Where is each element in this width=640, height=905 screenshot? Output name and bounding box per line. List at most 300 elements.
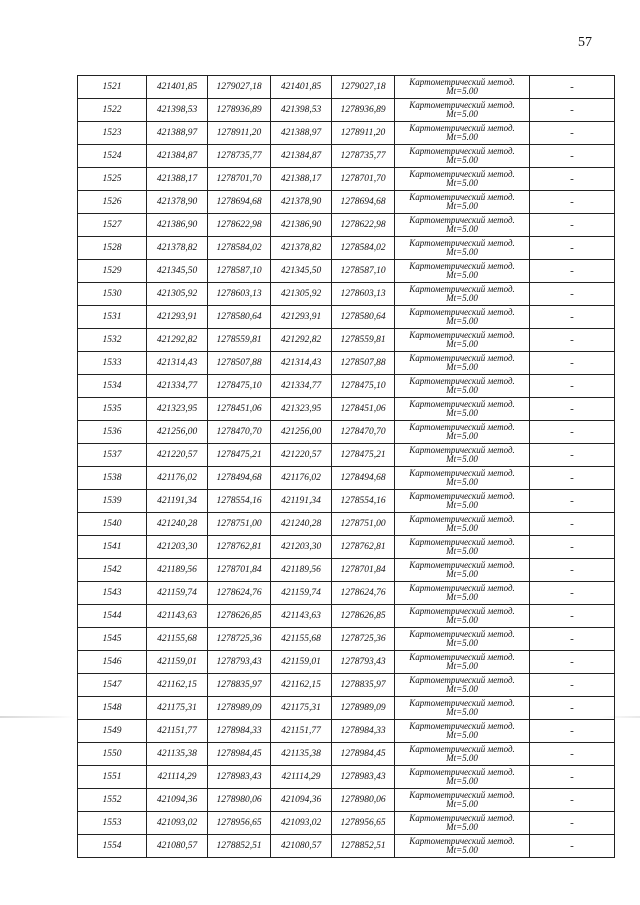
note-cell: -	[530, 145, 615, 168]
y-existing-cell: 1278580,64	[208, 306, 271, 329]
y-new-cell: 1278626,85	[332, 605, 395, 628]
point-number-cell: 1551	[78, 766, 147, 789]
y-new-cell: 1278725,36	[332, 628, 395, 651]
y-existing-cell: 1278793,43	[208, 651, 271, 674]
method-accuracy: Mt=5.00	[446, 178, 478, 188]
x-new-cell: 421256,00	[271, 421, 332, 444]
method-accuracy: Mt=5.00	[446, 155, 478, 165]
y-new-cell: 1278494,68	[332, 467, 395, 490]
y-new-cell: 1278622,98	[332, 214, 395, 237]
method-accuracy: Mt=5.00	[446, 592, 478, 602]
method-name: Картометрический метод.	[409, 675, 515, 685]
y-new-cell: 1278507,88	[332, 352, 395, 375]
method-accuracy: Mt=5.00	[446, 822, 478, 832]
point-number-cell: 1548	[78, 697, 147, 720]
point-number-cell: 1549	[78, 720, 147, 743]
y-existing-cell: 1278554,16	[208, 490, 271, 513]
method-cell	[395, 559, 530, 582]
method-cell	[395, 835, 530, 858]
y-new-cell: 1278559,81	[332, 329, 395, 352]
note-cell: -	[530, 352, 615, 375]
method-cell	[395, 283, 530, 306]
y-existing-cell: 1278762,81	[208, 536, 271, 559]
x-new-cell: 421398,53	[271, 99, 332, 122]
y-existing-cell: 1278701,84	[208, 559, 271, 582]
method-cell	[395, 743, 530, 766]
method-accuracy: Mt=5.00	[446, 845, 478, 855]
table-row	[78, 766, 615, 789]
y-existing-cell: 1278852,51	[208, 835, 271, 858]
x-existing-cell: 421256,00	[147, 421, 208, 444]
point-number-cell: 1539	[78, 490, 147, 513]
method-accuracy: Mt=5.00	[446, 500, 478, 510]
y-existing-cell: 1278725,36	[208, 628, 271, 651]
table-row	[78, 283, 615, 306]
point-number-cell: 1547	[78, 674, 147, 697]
note-cell: -	[530, 76, 615, 99]
point-number-cell: 1550	[78, 743, 147, 766]
y-existing-cell: 1278587,10	[208, 260, 271, 283]
method-accuracy: Mt=5.00	[446, 661, 478, 671]
y-new-cell: 1278694,68	[332, 191, 395, 214]
note-cell: -	[530, 789, 615, 812]
note-cell: -	[530, 214, 615, 237]
x-new-cell: 421240,28	[271, 513, 332, 536]
method-accuracy: Mt=5.00	[446, 362, 478, 372]
x-existing-cell: 421176,02	[147, 467, 208, 490]
method-accuracy: Mt=5.00	[446, 247, 478, 257]
x-existing-cell: 421305,92	[147, 283, 208, 306]
y-new-cell: 1278451,06	[332, 398, 395, 421]
y-new-cell: 1278762,81	[332, 536, 395, 559]
table-row	[78, 398, 615, 421]
x-new-cell: 421094,36	[271, 789, 332, 812]
note-cell: -	[530, 628, 615, 651]
method-cell	[395, 651, 530, 674]
note-cell: -	[530, 191, 615, 214]
x-existing-cell: 421191,34	[147, 490, 208, 513]
y-new-cell: 1278989,09	[332, 697, 395, 720]
y-new-cell: 1278701,70	[332, 168, 395, 191]
x-new-cell: 421080,57	[271, 835, 332, 858]
table-row	[78, 191, 615, 214]
x-new-cell: 421143,63	[271, 605, 332, 628]
table-row	[78, 444, 615, 467]
x-existing-cell: 421398,53	[147, 99, 208, 122]
y-existing-cell: 1278584,02	[208, 237, 271, 260]
method-cell	[395, 513, 530, 536]
note-cell: -	[530, 536, 615, 559]
y-existing-cell: 1278624,76	[208, 582, 271, 605]
y-new-cell: 1279027,18	[332, 76, 395, 99]
x-existing-cell: 421378,82	[147, 237, 208, 260]
note-cell: -	[530, 122, 615, 145]
point-number-cell: 1546	[78, 651, 147, 674]
method-accuracy: Mt=5.00	[446, 132, 478, 142]
y-existing-cell: 1278984,33	[208, 720, 271, 743]
method-name: Картометрический метод.	[409, 652, 515, 662]
x-existing-cell: 421175,31	[147, 697, 208, 720]
method-cell	[395, 720, 530, 743]
y-new-cell: 1278584,02	[332, 237, 395, 260]
method-cell	[395, 191, 530, 214]
x-new-cell: 421378,90	[271, 191, 332, 214]
table-row	[78, 421, 615, 444]
point-number-cell: 1534	[78, 375, 147, 398]
point-number-cell: 1529	[78, 260, 147, 283]
method-cell	[395, 76, 530, 99]
method-accuracy: Mt=5.00	[446, 546, 478, 556]
y-new-cell: 1278936,89	[332, 99, 395, 122]
y-new-cell: 1278983,43	[332, 766, 395, 789]
x-existing-cell: 421203,30	[147, 536, 208, 559]
x-existing-cell: 421323,95	[147, 398, 208, 421]
x-existing-cell: 421292,82	[147, 329, 208, 352]
y-existing-cell: 1278559,81	[208, 329, 271, 352]
page-number: 57	[578, 35, 592, 50]
method-accuracy: Mt=5.00	[446, 316, 478, 326]
method-accuracy: Mt=5.00	[446, 730, 478, 740]
y-existing-cell: 1278470,70	[208, 421, 271, 444]
y-existing-cell: 1278984,45	[208, 743, 271, 766]
y-new-cell: 1278984,45	[332, 743, 395, 766]
point-number-cell: 1543	[78, 582, 147, 605]
x-existing-cell: 421384,87	[147, 145, 208, 168]
note-cell: -	[530, 743, 615, 766]
note-cell: -	[530, 674, 615, 697]
y-existing-cell: 1278603,13	[208, 283, 271, 306]
x-new-cell: 421093,02	[271, 812, 332, 835]
point-number-cell: 1553	[78, 812, 147, 835]
method-accuracy: Mt=5.00	[446, 799, 478, 809]
method-cell	[395, 444, 530, 467]
method-name: Картометрический метод.	[409, 468, 515, 478]
note-cell: -	[530, 812, 615, 835]
x-existing-cell: 421386,90	[147, 214, 208, 237]
y-new-cell: 1278835,97	[332, 674, 395, 697]
point-number-cell: 1526	[78, 191, 147, 214]
y-existing-cell: 1278735,77	[208, 145, 271, 168]
point-number-cell: 1531	[78, 306, 147, 329]
point-number-cell: 1530	[78, 283, 147, 306]
method-name: Картометрический метод.	[409, 123, 515, 133]
note-cell: -	[530, 99, 615, 122]
x-existing-cell: 421114,29	[147, 766, 208, 789]
y-existing-cell: 1278451,06	[208, 398, 271, 421]
method-name: Картометрический метод.	[409, 721, 515, 731]
method-cell	[395, 352, 530, 375]
y-new-cell: 1278587,10	[332, 260, 395, 283]
method-cell	[395, 122, 530, 145]
x-existing-cell: 421378,90	[147, 191, 208, 214]
y-existing-cell: 1278475,10	[208, 375, 271, 398]
x-new-cell: 421323,95	[271, 398, 332, 421]
method-cell	[395, 237, 530, 260]
y-new-cell: 1278735,77	[332, 145, 395, 168]
x-existing-cell: 421159,01	[147, 651, 208, 674]
y-existing-cell: 1278494,68	[208, 467, 271, 490]
x-existing-cell: 421189,56	[147, 559, 208, 582]
table-row	[78, 99, 615, 122]
method-name: Картометрический метод.	[409, 261, 515, 271]
table-row	[78, 720, 615, 743]
method-accuracy: Mt=5.00	[446, 408, 478, 418]
x-existing-cell: 421155,68	[147, 628, 208, 651]
point-number-cell: 1535	[78, 398, 147, 421]
y-new-cell: 1278701,84	[332, 559, 395, 582]
point-number-cell: 1541	[78, 536, 147, 559]
method-name: Картометрический метод.	[409, 583, 515, 593]
method-accuracy: Mt=5.00	[446, 270, 478, 280]
x-existing-cell: 421094,36	[147, 789, 208, 812]
note-cell: -	[530, 720, 615, 743]
method-name: Картометрический метод.	[409, 422, 515, 432]
x-existing-cell: 421220,57	[147, 444, 208, 467]
method-cell	[395, 398, 530, 421]
method-accuracy: Mt=5.00	[446, 454, 478, 464]
x-new-cell: 421388,97	[271, 122, 332, 145]
x-new-cell: 421384,87	[271, 145, 332, 168]
method-accuracy: Mt=5.00	[446, 339, 478, 349]
x-existing-cell: 421388,17	[147, 168, 208, 191]
method-accuracy: Mt=5.00	[446, 615, 478, 625]
method-name: Картометрический метод.	[409, 238, 515, 248]
table-row	[78, 674, 615, 697]
method-name: Картометрический метод.	[409, 537, 515, 547]
x-new-cell: 421135,38	[271, 743, 332, 766]
note-cell: -	[530, 605, 615, 628]
method-cell	[395, 214, 530, 237]
point-number-cell: 1538	[78, 467, 147, 490]
note-cell: -	[530, 513, 615, 536]
y-existing-cell: 1278751,00	[208, 513, 271, 536]
y-existing-cell: 1278911,20	[208, 122, 271, 145]
x-new-cell: 421378,82	[271, 237, 332, 260]
y-existing-cell: 1278989,09	[208, 697, 271, 720]
method-cell	[395, 145, 530, 168]
coordinates-table	[77, 75, 615, 858]
x-existing-cell: 421162,15	[147, 674, 208, 697]
table-row	[78, 375, 615, 398]
x-existing-cell: 421240,28	[147, 513, 208, 536]
method-accuracy: Mt=5.00	[446, 431, 478, 441]
point-number-cell: 1533	[78, 352, 147, 375]
point-number-cell: 1537	[78, 444, 147, 467]
method-name: Картометрический метод.	[409, 767, 515, 777]
method-name: Картометрический метод.	[409, 514, 515, 524]
method-name: Картометрический метод.	[409, 77, 515, 87]
method-accuracy: Mt=5.00	[446, 224, 478, 234]
y-new-cell: 1278911,20	[332, 122, 395, 145]
y-existing-cell: 1278694,68	[208, 191, 271, 214]
x-new-cell: 421220,57	[271, 444, 332, 467]
point-number-cell: 1554	[78, 835, 147, 858]
table-row	[78, 789, 615, 812]
y-new-cell: 1278751,00	[332, 513, 395, 536]
point-number-cell: 1536	[78, 421, 147, 444]
x-new-cell: 421159,01	[271, 651, 332, 674]
y-existing-cell: 1278475,21	[208, 444, 271, 467]
y-new-cell: 1278624,76	[332, 582, 395, 605]
table-row	[78, 214, 615, 237]
table-row	[78, 835, 615, 858]
method-cell	[395, 306, 530, 329]
coordinates-table-body	[78, 76, 615, 858]
y-new-cell: 1278475,10	[332, 375, 395, 398]
method-cell	[395, 375, 530, 398]
y-existing-cell: 1278701,70	[208, 168, 271, 191]
method-accuracy: Mt=5.00	[446, 523, 478, 533]
note-cell: -	[530, 237, 615, 260]
scan-artifact	[0, 716, 75, 718]
point-number-cell: 1527	[78, 214, 147, 237]
method-cell	[395, 628, 530, 651]
method-name: Картометрический метод.	[409, 491, 515, 501]
y-new-cell: 1278554,16	[332, 490, 395, 513]
x-existing-cell: 421334,77	[147, 375, 208, 398]
point-number-cell: 1540	[78, 513, 147, 536]
point-number-cell: 1542	[78, 559, 147, 582]
note-cell: -	[530, 283, 615, 306]
point-number-cell: 1528	[78, 237, 147, 260]
method-accuracy: Mt=5.00	[446, 776, 478, 786]
x-new-cell: 421388,17	[271, 168, 332, 191]
method-name: Картометрический метод.	[409, 629, 515, 639]
table-row	[78, 559, 615, 582]
table-row	[78, 168, 615, 191]
table-row	[78, 237, 615, 260]
y-existing-cell: 1278983,43	[208, 766, 271, 789]
method-cell	[395, 260, 530, 283]
table-row	[78, 697, 615, 720]
method-name: Картометрический метод.	[409, 307, 515, 317]
table-row	[78, 812, 615, 835]
table-row	[78, 306, 615, 329]
x-new-cell: 421159,74	[271, 582, 332, 605]
method-name: Картометрический метод.	[409, 192, 515, 202]
method-cell	[395, 582, 530, 605]
y-new-cell: 1278980,06	[332, 789, 395, 812]
table-row	[78, 628, 615, 651]
y-new-cell: 1278470,70	[332, 421, 395, 444]
note-cell: -	[530, 260, 615, 283]
note-cell: -	[530, 490, 615, 513]
method-name: Картометрический метод.	[409, 744, 515, 754]
method-name: Картометрический метод.	[409, 813, 515, 823]
y-existing-cell: 1279027,18	[208, 76, 271, 99]
point-number-cell: 1521	[78, 76, 147, 99]
y-new-cell: 1278793,43	[332, 651, 395, 674]
table-row	[78, 76, 615, 99]
note-cell: -	[530, 582, 615, 605]
point-number-cell: 1545	[78, 628, 147, 651]
table-row	[78, 536, 615, 559]
x-existing-cell: 421135,38	[147, 743, 208, 766]
x-new-cell: 421175,31	[271, 697, 332, 720]
method-cell	[395, 697, 530, 720]
x-existing-cell: 421314,43	[147, 352, 208, 375]
x-new-cell: 421155,68	[271, 628, 332, 651]
y-new-cell: 1278852,51	[332, 835, 395, 858]
y-existing-cell: 1278835,97	[208, 674, 271, 697]
note-cell: -	[530, 329, 615, 352]
y-new-cell: 1278475,21	[332, 444, 395, 467]
x-new-cell: 421334,77	[271, 375, 332, 398]
method-cell	[395, 467, 530, 490]
x-new-cell: 421189,56	[271, 559, 332, 582]
method-cell	[395, 789, 530, 812]
note-cell: -	[530, 306, 615, 329]
table-row	[78, 467, 615, 490]
note-cell: -	[530, 651, 615, 674]
note-cell: -	[530, 375, 615, 398]
y-existing-cell: 1278507,88	[208, 352, 271, 375]
table-row	[78, 122, 615, 145]
method-accuracy: Mt=5.00	[446, 638, 478, 648]
note-cell: -	[530, 444, 615, 467]
method-accuracy: Mt=5.00	[446, 569, 478, 579]
x-new-cell: 421191,34	[271, 490, 332, 513]
x-existing-cell: 421151,77	[147, 720, 208, 743]
table-row	[78, 582, 615, 605]
point-number-cell: 1525	[78, 168, 147, 191]
method-cell	[395, 329, 530, 352]
y-existing-cell: 1278626,85	[208, 605, 271, 628]
point-number-cell: 1532	[78, 329, 147, 352]
y-new-cell: 1278580,64	[332, 306, 395, 329]
x-existing-cell: 421388,97	[147, 122, 208, 145]
note-cell: -	[530, 766, 615, 789]
x-existing-cell: 421401,85	[147, 76, 208, 99]
note-cell: -	[530, 835, 615, 858]
x-new-cell: 421293,91	[271, 306, 332, 329]
method-name: Картометрический метод.	[409, 169, 515, 179]
point-number-cell: 1524	[78, 145, 147, 168]
method-name: Картометрический метод.	[409, 146, 515, 156]
method-name: Картометрический метод.	[409, 284, 515, 294]
table-row	[78, 490, 615, 513]
table-row	[78, 651, 615, 674]
method-cell	[395, 490, 530, 513]
x-existing-cell: 421143,63	[147, 605, 208, 628]
method-name: Картометрический метод.	[409, 330, 515, 340]
table-row	[78, 513, 615, 536]
table-row	[78, 329, 615, 352]
method-accuracy: Mt=5.00	[446, 477, 478, 487]
x-existing-cell: 421080,57	[147, 835, 208, 858]
x-new-cell: 421176,02	[271, 467, 332, 490]
point-number-cell: 1523	[78, 122, 147, 145]
x-new-cell: 421386,90	[271, 214, 332, 237]
x-new-cell: 421114,29	[271, 766, 332, 789]
method-name: Картометрический метод.	[409, 353, 515, 363]
y-new-cell: 1278603,13	[332, 283, 395, 306]
table-row	[78, 352, 615, 375]
method-accuracy: Mt=5.00	[446, 385, 478, 395]
method-cell	[395, 536, 530, 559]
method-cell	[395, 99, 530, 122]
method-accuracy: Mt=5.00	[446, 707, 478, 717]
table-row	[78, 260, 615, 283]
table-row	[78, 145, 615, 168]
point-number-cell: 1552	[78, 789, 147, 812]
method-name: Картометрический метод.	[409, 836, 515, 846]
x-new-cell: 421401,85	[271, 76, 332, 99]
y-existing-cell: 1278622,98	[208, 214, 271, 237]
x-new-cell: 421305,92	[271, 283, 332, 306]
method-name: Картометрический метод.	[409, 215, 515, 225]
method-accuracy: Mt=5.00	[446, 86, 478, 96]
